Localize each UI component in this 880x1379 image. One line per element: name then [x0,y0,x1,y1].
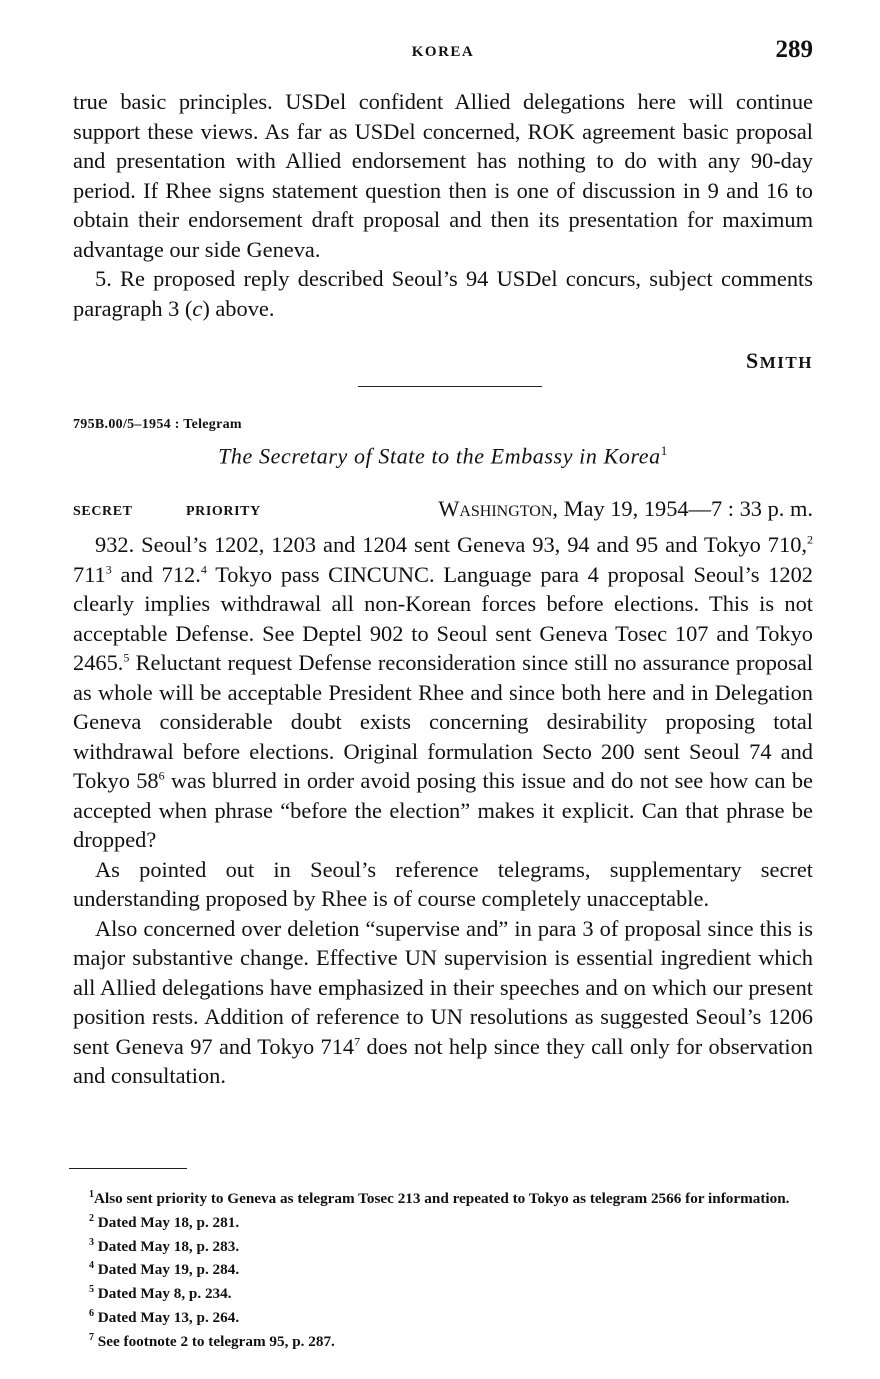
paragraph [73,914,813,1091]
text-run: Also concerned over deletion “supervise and” in para 3 of proposal since this is major substantive change. Effective UN supervision is essential ingredient which all Allied delegations have emphasized in their speeches and on which our present position rests. Addition of reference to UN resolutions as suggested Seoul’s 1206 sent Geneva 97 and Tokyo 714 [73,915,813,1059]
signature-initial: S [746,348,760,373]
footnote-ref: 3 [105,562,112,577]
footnote-mark: 2 [89,1212,94,1224]
paragraph [73,264,813,323]
footnote-text: Dated May 18, p. 283. [97,1237,240,1255]
section-divider [358,386,542,387]
footnote-mark: 3 [89,1236,94,1248]
footnote-text: See footnote 2 to telegram 95, p. 287. [97,1332,335,1350]
text-run: 932. Seoul’s 1202, 1203 and 1204 sent Geneva 93, 94 and 95 and Tokyo 710, [95,532,807,557]
footnote-ref: 6 [158,768,165,783]
text-run: Tokyo pass CINCUNC. Language para 4 proposal Seoul’s 1202 clearly implies withdrawal all non-Korean forces before elections. This is not acceptable Defense. See Deptel 902 to Seoul sent Geneva Tosec 107 and Tokyo 2465. [73,561,813,675]
footnote [69,1256,813,1280]
paragraph [73,530,813,855]
footnote-ref: 4 [200,562,207,577]
footnote-ref: 5 [123,650,130,665]
footnote-ref: 1 [660,443,668,458]
text-run: and 712. [111,561,201,587]
footnote [69,1185,813,1209]
footnote [69,1328,813,1352]
document-title-text: The Secretary of State to the Embassy in Korea [218,443,661,469]
dateline-place: Washington, [438,496,558,521]
footnote [69,1280,813,1304]
dateline-date: May 19, 1954—7 : 33 p. m. [563,496,813,521]
paragraph: true basic principles. USDel confident Allied delegations here will continue support these views. As far as USDel concerned, ROK agreement basic proposal and presentation with Allied endorsement has nothing to do with any 90-day period. If Rhee signs statement question then is one of discussion in 9 and 16 to obtain their endorsement draft proposal and then its presentation for maximum advantage our side Geneva. [73,89,813,262]
text-run-italic: c [192,295,203,321]
signature-rest: MITH [759,353,813,372]
document-title [73,443,813,469]
signature [746,348,813,374]
footnote-mark: 6 [89,1307,94,1319]
footnote [69,1209,813,1233]
continued-telegram-text [73,87,813,323]
text-run: does not help since they call only for observation and consultation. [73,1033,813,1088]
footnote [69,1304,813,1328]
telegram-body [73,530,813,1091]
footnote-text: Also sent priority to Geneva as telegram Tosec 213 and repeated to Tokyo as telegram 2566 for information. [94,1190,790,1208]
text-run: 711 [73,561,106,587]
footnote-text: Dated May 19, p. 284. [97,1261,240,1279]
paragraph: As pointed out in Seoul’s reference telegrams, supplementary secret understanding proposed by Rhee is of course completely unacceptable. [73,856,813,911]
text-run: ) above. [202,295,275,321]
priority-label: PRIORITY [186,504,261,519]
classification-label: SECRET [73,504,133,519]
footnote-ref: 2 [807,532,813,547]
footnote-mark: 5 [89,1284,94,1296]
footnote-text: Dated May 13, p. 264. [97,1308,240,1326]
footnote-divider [69,1168,187,1169]
footnote [69,1233,813,1257]
telegram-header [73,496,813,526]
running-title: KOREA [411,44,475,60]
text-run: was blurred in order avoid posing this issue and do not see how can be accepted when phrase “before the election” makes it explicit. Can that phrase be dropped? [73,768,813,852]
dateline [438,496,813,522]
footnote-text: Dated May 8, p. 234. [97,1285,232,1303]
footnote-mark: 1 [89,1189,94,1200]
footnotes [69,1185,813,1351]
text-run: 5. Re proposed reply described Seoul’s 94 USDel concurs, subject comments paragraph 3 ( [73,266,813,321]
file-reference: 795B.00/5–1954 : Telegram [73,417,242,432]
page-number: 289 [775,36,813,63]
text-run: Reluctant request Defense reconsideration since still no assurance proposal as whole will be acceptable President Rhee and since both here and in Delegation Geneva considerable doubt exists concerning desirability proposing total withdrawal before elections. Original formulation Secto 200 sent Seoul 74 and Tokyo 58 [73,650,813,793]
running-header [73,34,813,70]
footnote-mark: 7 [89,1331,94,1343]
footnote-mark: 4 [89,1260,94,1272]
footnote-text: Dated May 18, p. 281. [97,1213,240,1231]
footnote-ref: 7 [354,1034,361,1049]
